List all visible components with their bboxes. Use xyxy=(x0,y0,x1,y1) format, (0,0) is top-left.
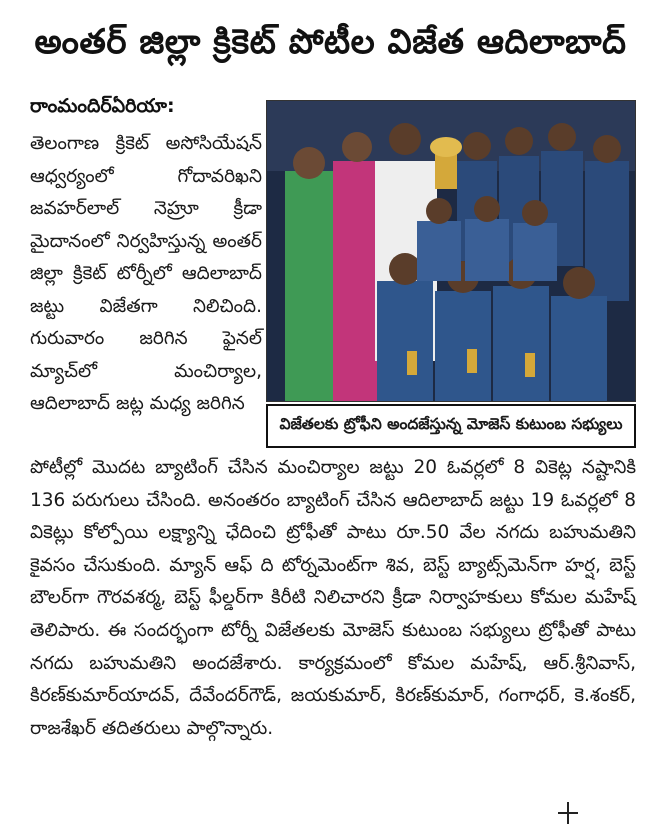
photo-caption: విజేతలకు ట్రోఫీని అందజేస్తున్న మోజెస్ కుటుంబ సభ్యులు xyxy=(266,404,636,448)
article-body-text: పోటీల్లో మొదట బ్యాటింగ్ చేసిన మంచిర్యాల జట్టు 20 ఓవర్లలో 8 వికెట్ల నష్టానికి 136 పరుగులు చేసింది. అనంతరం బ్యాటింగ్ చేసిన ఆదిలాబాద్ జట్టు 19 ఓవర్లలో 8 వికెట్లు కోల్పోయి లక్ష్యాన్ని ఛేదించి ట్రోఫీతో పాటు రూ.50 వేల నగదు బహుమతిని కైవసం చేసుకుంది. మ్యాన్ ఆఫ్ ది టోర్నమెంట్‌గా శివ, బెస్ట్ బ్యాట్స్‌మెన్‌గా హర్ష, బెస్ట్ బౌలర్‌గా గౌరవశర్మ, బెస్ట్ ఫీల్డర్‌గా కిరీటి నిలిచారని క్రీడా నిర్వాహకులు కోమల మహేష్ తెలిపారు. ఈ సందర్భంగా టోర్నీ విజేతలకు మోజెస్ కుటుంబ సభ్యులు ట్రోఫీతో పాటు నగదు బహుమతిని అందజేశారు. కార్యక్రమంలో కోమల మహేష్, ఆర్.శ్రీనివాస్, కిరణ్‌కుమార్‌యాదవ్, దేవేందర్‌గౌడ్, జయకుమార్, కిరణ్‌కుమార్, గంగాధర్, కె.శంకర్, రాజశేఖర్ తదితరులు పాల్గొన్నారు. xyxy=(30,457,636,739)
crop-mark-icon xyxy=(556,800,580,824)
team-photo xyxy=(266,100,636,402)
article-column-text: తెలంగాణ క్రికెట్ అసోసియేషన్ ఆధ్వర్యంలో గోదావరిఖని జవహర్‌లాల్ నెహ్రూ క్రీడా మైదానంలో నిర్వహిస్తున్న అంతర్ జిల్లా క్రికెట్ టోర్నీలో ఆదిలాబాద్ జట్టు విజేతగా నిలిచింది. గురువారం జరిగిన ఫైనల్ మ్యాచ్‌లో మంచిర్యాల, ఆదిలాబాద్ జట్ల మధ్య జరిగిన xyxy=(30,133,262,414)
headline: అంతర్ జిల్లా క్రికెట్ పోటీల విజేత ఆదిలాబాద్ xyxy=(34,22,627,62)
dateline: రాంమందిర్‌ఏరియా: xyxy=(30,95,175,117)
team-photo-illustration xyxy=(267,101,635,401)
